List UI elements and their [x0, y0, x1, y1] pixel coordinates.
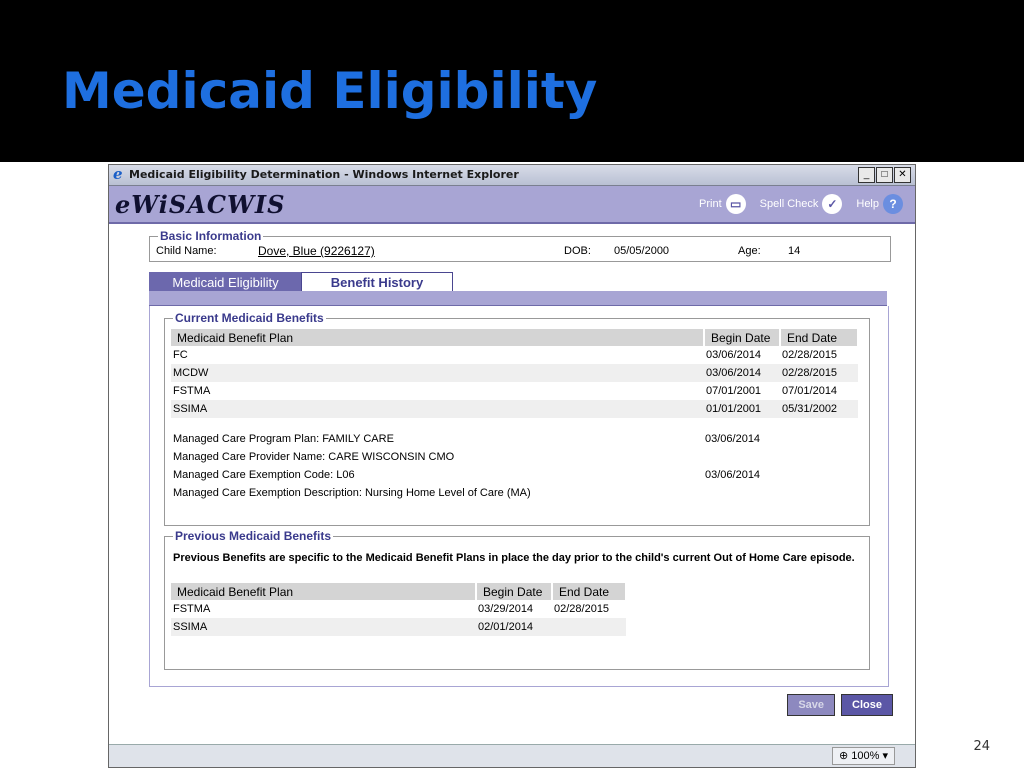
- spell-check-label: Spell Check: [759, 198, 819, 210]
- table-header-row: [171, 583, 626, 600]
- close-button[interactable]: Close: [841, 694, 893, 716]
- previous-benefits-group: [164, 529, 870, 670]
- spell-check-button[interactable]: [760, 194, 843, 214]
- column-header-end-date: End Date: [780, 329, 858, 346]
- basic-information-legend: Basic Information: [160, 229, 262, 243]
- column-header-begin-date: Begin Date: [704, 329, 780, 346]
- tab-medicaid-eligibility[interactable]: Medicaid Eligibility: [149, 272, 302, 293]
- managed-care-exemption-description: Managed Care Exemption Description: Nursing Home Level of Care (MA): [173, 487, 531, 499]
- child-name-link[interactable]: Dove, Blue (9226127): [258, 244, 375, 258]
- zoom-icon: ⊕: [839, 750, 852, 762]
- managed-care-plan-date: 03/06/2014: [705, 433, 761, 445]
- dob-label: DOB:: [564, 245, 591, 257]
- begin-date-cell: 01/01/2001: [704, 400, 780, 418]
- page-number: 24: [973, 739, 990, 754]
- managed-care-exemption-code: Managed Care Exemption Code: L06: [173, 469, 355, 481]
- zoom-control[interactable]: [832, 747, 895, 765]
- help-label: Help: [856, 198, 879, 210]
- table-row: [171, 364, 858, 382]
- begin-date-cell: 03/06/2014: [704, 364, 780, 382]
- basic-information-group: [149, 229, 891, 262]
- printer-icon: ▭: [726, 194, 746, 214]
- internet-explorer-icon: e: [113, 165, 123, 183]
- table-row: [171, 346, 858, 364]
- age-value: 14: [788, 245, 801, 257]
- tab-benefit-history[interactable]: Benefit History: [301, 272, 453, 292]
- begin-date-cell: 03/29/2014: [478, 603, 534, 615]
- end-date-cell: 05/31/2002: [780, 400, 858, 418]
- plan-cell: FSTMA: [173, 385, 211, 397]
- current-benefits-group: [164, 311, 870, 526]
- begin-date-cell: 07/01/2001: [706, 385, 762, 397]
- slide-title: Medicaid Eligibility: [62, 62, 598, 120]
- app-header: [109, 186, 915, 224]
- status-bar: [109, 744, 915, 767]
- tab-bar: [149, 291, 887, 306]
- end-date-cell: [552, 618, 626, 636]
- plan-cell: FSTMA: [173, 603, 211, 615]
- app-logo: eWiSACWIS: [115, 190, 286, 219]
- spell-check-icon: ✓: [822, 194, 842, 214]
- window-titlebar: [109, 165, 915, 186]
- begin-date-cell: 02/01/2014: [476, 618, 552, 636]
- table-header-row: [171, 329, 858, 346]
- tab-strip: [149, 272, 887, 292]
- current-benefits-legend: Current Medicaid Benefits: [175, 311, 324, 325]
- managed-care-exemption-date: 03/06/2014: [705, 469, 761, 481]
- managed-care-provider: Managed Care Provider Name: CARE WISCONSIN CMO: [173, 451, 455, 463]
- table-row: [171, 600, 626, 618]
- plan-cell: SSIMA: [171, 618, 476, 636]
- zoom-level: 100%: [851, 750, 880, 762]
- column-header-end-date: End Date: [552, 583, 626, 600]
- header-actions: [685, 194, 903, 214]
- end-date-cell: 07/01/2014: [782, 385, 838, 397]
- previous-benefits-legend: Previous Medicaid Benefits: [175, 529, 332, 543]
- print-label: Print: [699, 198, 722, 210]
- table-row: [171, 382, 858, 400]
- window-controls: [857, 167, 911, 183]
- minimize-button[interactable]: _: [858, 167, 875, 183]
- column-header-plan: Medicaid Benefit Plan: [171, 329, 704, 346]
- previous-benefits-table: [171, 583, 627, 636]
- plan-cell: MCDW: [171, 364, 704, 382]
- help-button[interactable]: [856, 194, 903, 214]
- window-title: Medicaid Eligibility Determination - Windows Internet Explorer: [129, 168, 519, 181]
- table-row: [171, 400, 858, 418]
- benefit-history-panel: [149, 306, 889, 687]
- child-name-label: Child Name:: [156, 245, 217, 257]
- table-row: [171, 618, 626, 636]
- end-date-cell: 02/28/2015: [782, 349, 838, 361]
- page-content: [109, 224, 915, 744]
- plan-cell: FC: [173, 349, 188, 361]
- begin-date-cell: 03/06/2014: [706, 349, 762, 361]
- managed-care-plan: Managed Care Program Plan: FAMILY CARE: [173, 433, 394, 445]
- save-button[interactable]: Save: [787, 694, 835, 716]
- print-button[interactable]: [699, 194, 746, 214]
- end-date-cell: 02/28/2015: [780, 364, 858, 382]
- column-header-begin-date: Begin Date: [476, 583, 552, 600]
- chevron-down-icon: ▾: [879, 750, 888, 762]
- column-header-plan: Medicaid Benefit Plan: [171, 583, 476, 600]
- previous-benefits-note: Previous Benefits are specific to the Medicaid Benefit Plans in place the day prior to the child's current Out of Home Care episode.: [173, 552, 855, 564]
- close-window-button[interactable]: ✕: [894, 167, 911, 183]
- dob-value: 05/05/2000: [614, 245, 670, 257]
- browser-window: [108, 164, 916, 768]
- age-label: Age:: [738, 245, 761, 257]
- help-icon: ?: [883, 194, 903, 214]
- end-date-cell: 02/28/2015: [554, 603, 610, 615]
- plan-cell: SSIMA: [171, 400, 704, 418]
- maximize-button[interactable]: □: [876, 167, 893, 183]
- current-benefits-table: [171, 329, 859, 418]
- footer-buttons: [781, 694, 893, 716]
